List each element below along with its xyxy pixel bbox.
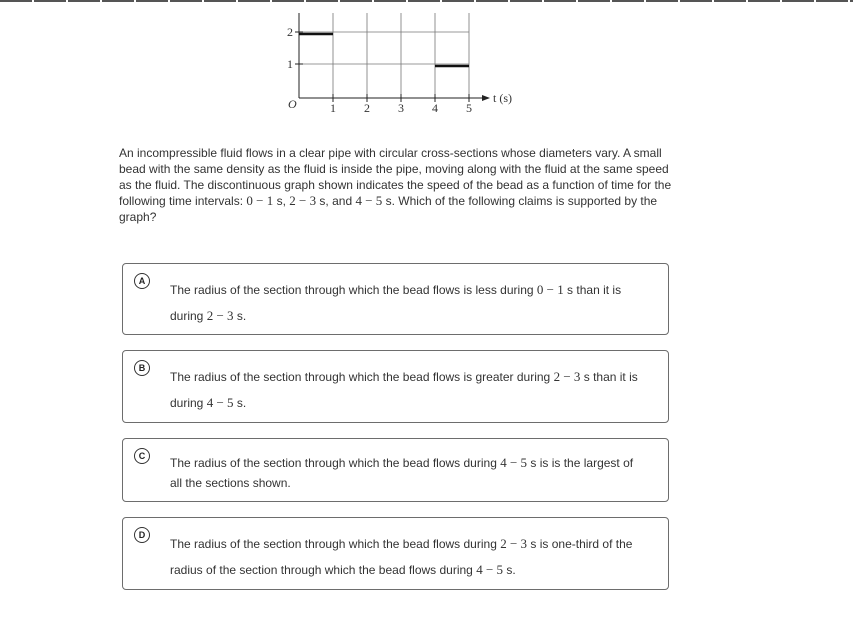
question-text-3: s, and	[316, 194, 356, 208]
x-axis-label: t (s)	[493, 91, 512, 105]
y-tick-label-1: 1	[287, 57, 293, 71]
choice-text-part: s than it is during	[170, 283, 622, 323]
choice-text-part: The radius of the section through which the bead flows is greater during	[170, 370, 554, 384]
choice-math: 2 − 3	[500, 536, 528, 551]
x-tick-label-4: 4	[432, 101, 438, 115]
top-toolbar-strip	[0, 0, 853, 2]
choice-text-part: s is is the largest of all the sections shown.	[170, 456, 634, 490]
choice-letter-badge: D	[134, 527, 150, 543]
x-tick-label-3: 3	[398, 101, 404, 115]
answer-choice-b[interactable]	[122, 350, 669, 423]
choice-math: 4 − 5	[500, 455, 528, 470]
choice-math: 2 − 3	[206, 308, 234, 323]
choice-text-part: The radius of the section through which the bead flows during	[170, 456, 501, 470]
question-text-2: s,	[273, 194, 290, 208]
choice-math: 2 − 3	[553, 369, 581, 384]
question-math-3: 4 − 5	[355, 193, 383, 208]
choice-text	[170, 453, 640, 493]
question-stem	[119, 145, 674, 225]
choice-text-part: s is one-third of the radius of the section through which the bead flows during	[170, 537, 633, 577]
x-axis-arrow	[482, 95, 490, 101]
speed-time-graph	[270, 8, 530, 118]
choice-letter-badge: B	[134, 360, 150, 376]
choice-text	[170, 531, 650, 583]
question-text-4: s. Which of the following claims is supported by the graph?	[119, 194, 658, 224]
choice-text-part: The radius of the section through which the bead flows during	[170, 537, 501, 551]
choice-letter-badge: C	[134, 448, 150, 464]
question-text-1: An incompressible fluid flows in a clear pipe with circular cross-sections whose diameters vary. A small bead with the same density as the fluid is inside the pipe, moving along with the fluid at the same speed as the fluid. The discontinuous graph shown indicates the speed of the bead as a function of time for the following time intervals:	[119, 146, 672, 208]
choice-text-part: s.	[233, 309, 247, 323]
choice-text-part: s.	[233, 396, 247, 410]
choice-text	[170, 364, 640, 416]
choice-letter-badge: A	[134, 273, 150, 289]
choice-text-part: s.	[503, 563, 516, 577]
choice-math: 0 − 1	[536, 282, 564, 297]
choice-math: 4 − 5	[476, 562, 504, 577]
x-tick-label-2: 2	[364, 101, 370, 115]
answer-choice-d[interactable]	[122, 517, 669, 590]
x-tick-label-1: 1	[330, 101, 336, 115]
answer-choice-a[interactable]	[122, 263, 669, 335]
question-math-2: 2 − 3	[289, 193, 317, 208]
x-tick-label-5: 5	[466, 101, 472, 115]
choice-text	[170, 277, 640, 329]
y-tick-label-2: 2	[287, 25, 293, 39]
origin-label: O	[288, 97, 297, 111]
choice-text-part: s than it is during	[170, 370, 638, 410]
choice-math: 4 − 5	[206, 395, 234, 410]
graph-svg	[270, 8, 530, 118]
question-math-1: 0 − 1	[246, 193, 274, 208]
answer-choice-c[interactable]	[122, 438, 669, 502]
choice-text-part: The radius of the section through which the bead flows is less during	[170, 283, 537, 297]
